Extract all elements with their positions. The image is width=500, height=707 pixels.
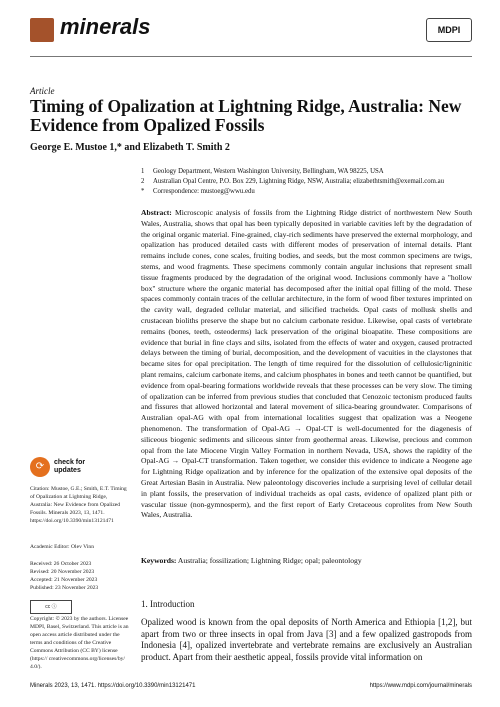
abstract <box>141 208 472 521</box>
article-title: Timing of Opalization at Lightning Ridge, Australia: New Evidence from Opalized Fossils <box>30 96 462 135</box>
publisher-logo: MDPI <box>426 18 472 42</box>
article-type: Article <box>30 86 55 96</box>
refresh-icon: ⟳ <box>30 457 50 477</box>
author-list: George E. Mustoe 1,* and Elizabeth T. Smith 2 <box>30 142 230 153</box>
article-dates <box>30 560 130 592</box>
published-date: Published: 23 November 2023 <box>30 585 99 591</box>
revised-date: Revised: 20 November 2023 <box>30 569 95 575</box>
abstract-label: Abstract: <box>141 208 172 217</box>
academic-editor: Academic Editor: Olev Vinn <box>30 544 95 550</box>
page-footer <box>30 683 472 689</box>
citation: Citation: Mustoe, G.E.; Smith, E.T. Timing of Opalization at Lightning Ridge, Australia: New Evidence from Opalized Fossils. Minerals 2023, 13, 1471. https://doi.org/10.3390/min13121471 <box>30 486 127 524</box>
keywords <box>141 556 472 567</box>
received-date: Received: 26 October 2023 <box>30 561 92 567</box>
correspondence-row: * Correspondence: mustoeg@wwu.edu <box>141 188 255 195</box>
header-divider <box>30 56 472 57</box>
journal-logo-icon <box>30 18 54 42</box>
license-badge <box>30 598 130 614</box>
badge-line-2: updates <box>54 467 81 474</box>
cc-by-icon: cc ⓘ <box>30 600 72 614</box>
affiliation-row: 1 Geology Department, Western Washington University, Bellingham, WA 98225, USA <box>141 168 384 175</box>
check-for-updates-badge[interactable] <box>30 457 85 477</box>
footer-citation[interactable]: Minerals 2023, 13, 1471. https://doi.org/10.3390/min13121471 <box>30 683 196 689</box>
journal-name: minerals <box>60 14 151 39</box>
intro-paragraph: Opalized wood is known from the opal deposits of North America and Ethiopia [1,2], but apart from two or three insects in opal from Java [3] and a few opalized gastropods from Indonesia [4], opalized invertebrate and vertebrate remains are exclusively an Australian product. Apart from their aesthetic appeal, fossils provide vital information on <box>141 617 472 662</box>
keywords-label: Keywords: <box>141 556 177 565</box>
affiliation-row: 2 Australian Opal Centre, P.O. Box 229, Lightning Ridge, NSW, Australia; elizabethtsmith@exemail.com.au <box>141 178 445 185</box>
accepted-date: Accepted: 21 November 2023 <box>30 577 98 583</box>
section-heading: 1. Introduction <box>141 599 195 609</box>
abstract-text: Microscopic analysis of fossils from the Lightning Ridge district of northwestern New South Wales, Australia, shows that opal has been typically deposited in variable cavities left by the degradation of the original organic material. Fine-grained, clay-rich sediments have preserved the external morphology, and opalization has produced detailed casts with different modes of preservation of internal details. Plant remains include cones, cone scales, fruiting bodies, and seeds, but the most common specimens are twigs, stems, and wood fragments. These specimens commonly contain angular inclusions that represent small tissue fragments produced by the degradation of the original wood. Inclusions commonly have a "hollow box" structure where the organic material has decomposed after the initial opal filling of the mold. These spaces commonly contain traces of the cellular architecture, in the form of wood fiber textures imprinted on the cavity wall, degraded cellular material, and silicified tracheids. Opal casts of mollusk shells and crustacean bioliths preserve the shape but no calcium carbonate residue. Likewise, opal casts of vertebrate remains (bones, teeth, osteoderms) lack preservation of the original bioapatite. These compositions are evidence that burial in fine clays and silts, isolated from the effects of water and oxygen, caused protracted delays between the timing of burial, decomposition, and the development of vacuities in the claystones that became sites for opal precipitation. The length of time required for the dissolution of cellulosic/ligninitic plant remains, calcium carbonate items, and calcium phosphates in bones and teeth cannot be quantified, but evidence from opal-bearing formations worldwide reveals that these processes can be very slow. The timing of opalization can be inferred from previous studies that concluded that Cenozoic tectonism produced faults and fissures that allowed horizontal and lateral movement of silica-bearing groundwater. Comparisons of Australian opal-AG with opal from international localities suggest that opalization was a Neogene phenomenon. The transformation of Opal-AG → Opal-CT is well-documented for the diagenesis of siliceous biogenic sediments and siliceous sinter from geothermal areas. Likewise, precious and common opal from the late Miocene Virgin Valley Formation in northern Nevada, USA, shows the rapidity of the Opal-AG → Opal-CT transformation. Taken together, we consider this evidence to indicate a Neogene age for Lightning Ridge opalization and by inference for the opalization of the extensive opal deposits of the Great Artesian Basin in Australia. New paleontology discoveries include a surprising level of cellular detail in plant fossils, the preservation of individual tracheids as opal casts, evidence of opalized plant pith or vascular tissue (non-gymnosperm), and the first report of Early Cretaceous coprolites from New South Wales, Australia. <box>141 208 472 520</box>
badge-line-1: check for <box>54 459 86 466</box>
affiliations <box>141 167 472 197</box>
copyright-notice: Copyright: © 2023 by the authors. Licensee MDPI, Basel, Switzerland. This article is an open access article distributed under the terms and conditions of the Creative Commons Attribution (CC BY) license (https:// creativecommons.org/licenses/by/ 4.0/). <box>30 616 129 670</box>
keywords-text: Australia; fossilization; Lightning Ridge; opal; paleontology <box>177 556 362 565</box>
footer-journal-url[interactable]: https://www.mdpi.com/journal/minerals <box>369 683 472 689</box>
